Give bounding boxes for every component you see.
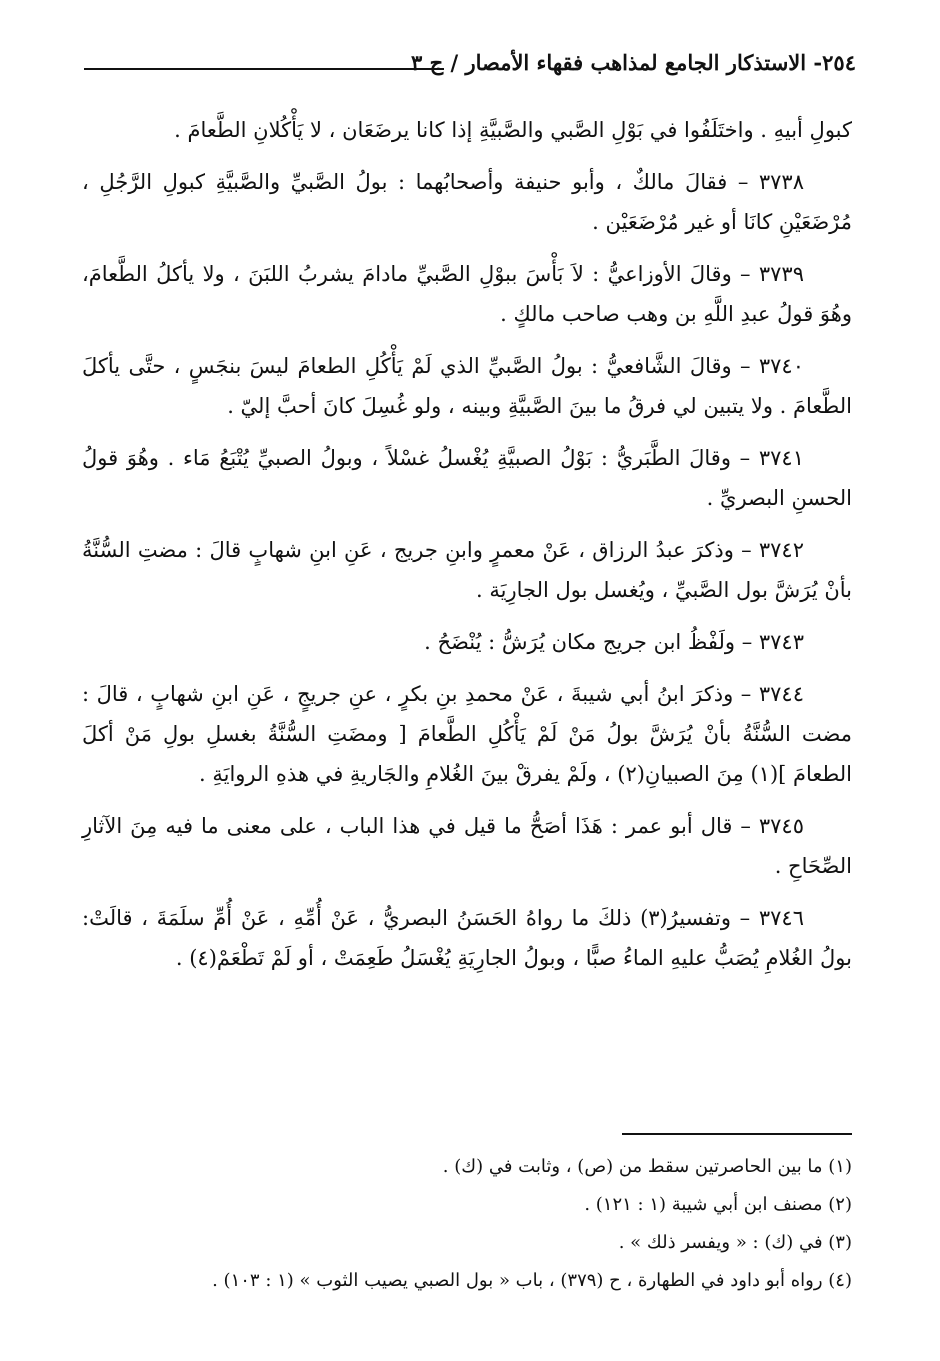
paragraph: ٣٧٣٨ – فقالَ مالكٌ ، وأبو حنيفة وأصحابُهما : بولُ الصَّبيِّ والصَّبيَّةِ كبولِ الرَّجُلِ ، مُرْضَعَيْنِ كانَا أو غير مُرْضَعَيْن . [82,170,852,234]
paragraph: ٣٧٤٣ – ولَفْظُ ابن جريج مكان يُرَشُّ : يُنْضَحُ . [424,630,804,654]
footnotes [82,1148,852,1300]
paragraph: ٣٧٤٦ – وتفسيرُ(٣) ذلكَ ما رواهُ الحَسَنُ البصريُّ ، عَنْ أُمِّهِ ، عَنْ أُمِّ سلَمَةَ ، قالَتْ: بولُ الغُلامِ يُصَبُّ عليهِ الماءُ صبًّا ، وبولُ الجارِيَةِ يُغْسَلُ طَعِمَتْ ، أو لَمْ تَطْعَمْ(٤) . [82,906,852,970]
paragraph: ٣٧٣٩ – وقالَ الأوزاعيُّ : لاَ بَأْسَ ببوْلِ الصَّبيِّ مادامَ يشربُ اللبَنَ ، ولا يأكلُ الطَّعامَ، وهُوَ قولُ عبدِ اللَّهِ بن وهب صاحب مالكٍ . [82,262,852,326]
paragraph: كبولِ أبيهِ . واختَلَفُوا في بَوْلِ الصَّبي والصَّبيَّةِ إذا كانا يرضَعَان ، لا يَأْكُلانِ الطَّعامَ . [174,118,852,142]
header-title: ٢٥٤- الاستذكار الجامع لمذاهب فقهاء الأمصار / ج ٣ [411,50,856,75]
paragraph: ٣٧٤٢ – وذكرَ عبدُ الرزاق ، عَنْ معمرٍ وابنِ جريج ، عَنِ ابنِ شهابٍ قالَ : مضتِ السُّنَّةُ بأنْ يُرَشَّ بول الصَّبيِّ ، ويُغسل بول الجارِيَة . [82,538,852,602]
paragraph: ٣٧٤٥ – قال أبو عمر : هَذَا أصَحُّ ما قيل في هذا الباب ، على معنى ما فيه مِنَ الآثارِ الصِّحَاحِ . [82,814,852,878]
footnote: (٢) مصنف ابن أبي شيبة (١ : ١٢١) . [584,1194,852,1215]
main-text [82,110,852,990]
paragraph: ٣٧٤١ – وقالَ الطَّبَريُّ : بَوْلُ الصبيَّةِ يُغْسلُ غسْلاً ، وبولُ الصبيِّ يُتْبَعُ مَاء . وهُوَ قولُ الحسنِ البصريِّ . [82,446,852,510]
paragraph: ٣٧٤٤ – وذكرَ ابنُ أبي شيبةَ ، عَنْ محمدِ بنِ بكرٍ ، عنِ جريجٍ ، عَنِ ابنِ شهابٍ ، قالَ : مضت السُّنَّةُ بأنْ يُرَشَّ بولُ مَنْ لَمْ يَأْكُلِ الطَّعامَ [ ومضَتِ السُّنَّةُ بغسلِ بولِ مَنْ أكلَ الطعامَ ](١) مِنَ الصبيانِ(٢) ، ولَمْ يفرقْ بينَ الغُلامِ والجَاريةِ في هذهِ الروايَةِ . [82,682,852,786]
footnote: (١) ما بين الحاصرتين سقط من (ص) ، وثابت في (ك) . [442,1156,852,1177]
running-header [84,48,856,88]
footnote: (٤) رواه أبو داود في الطهارة ، ح (٣٧٩) ، باب « بول الصبي يصيب الثوب » (١ : ١٠٣) . [212,1270,852,1291]
footnote-separator [622,1133,852,1135]
footnote: (٣) في (ك) : « ويفسر ذلك » . [618,1232,852,1253]
paragraph: ٣٧٤٠ – وقالَ الشَّافعيُّ : بولُ الصَّبيِّ الذي لَمْ يَأْكُلِ الطعامَ ليسَ بنجَسٍ ، حتَّى يأكلَ الطَّعامَ . ولا يتبين لي فرقُ ما بينَ الصَّبيَّةِ وبينه ، ولو غُسِلَ كانَ أحبَّ إليّ . [82,354,852,418]
header-rule [84,68,444,70]
